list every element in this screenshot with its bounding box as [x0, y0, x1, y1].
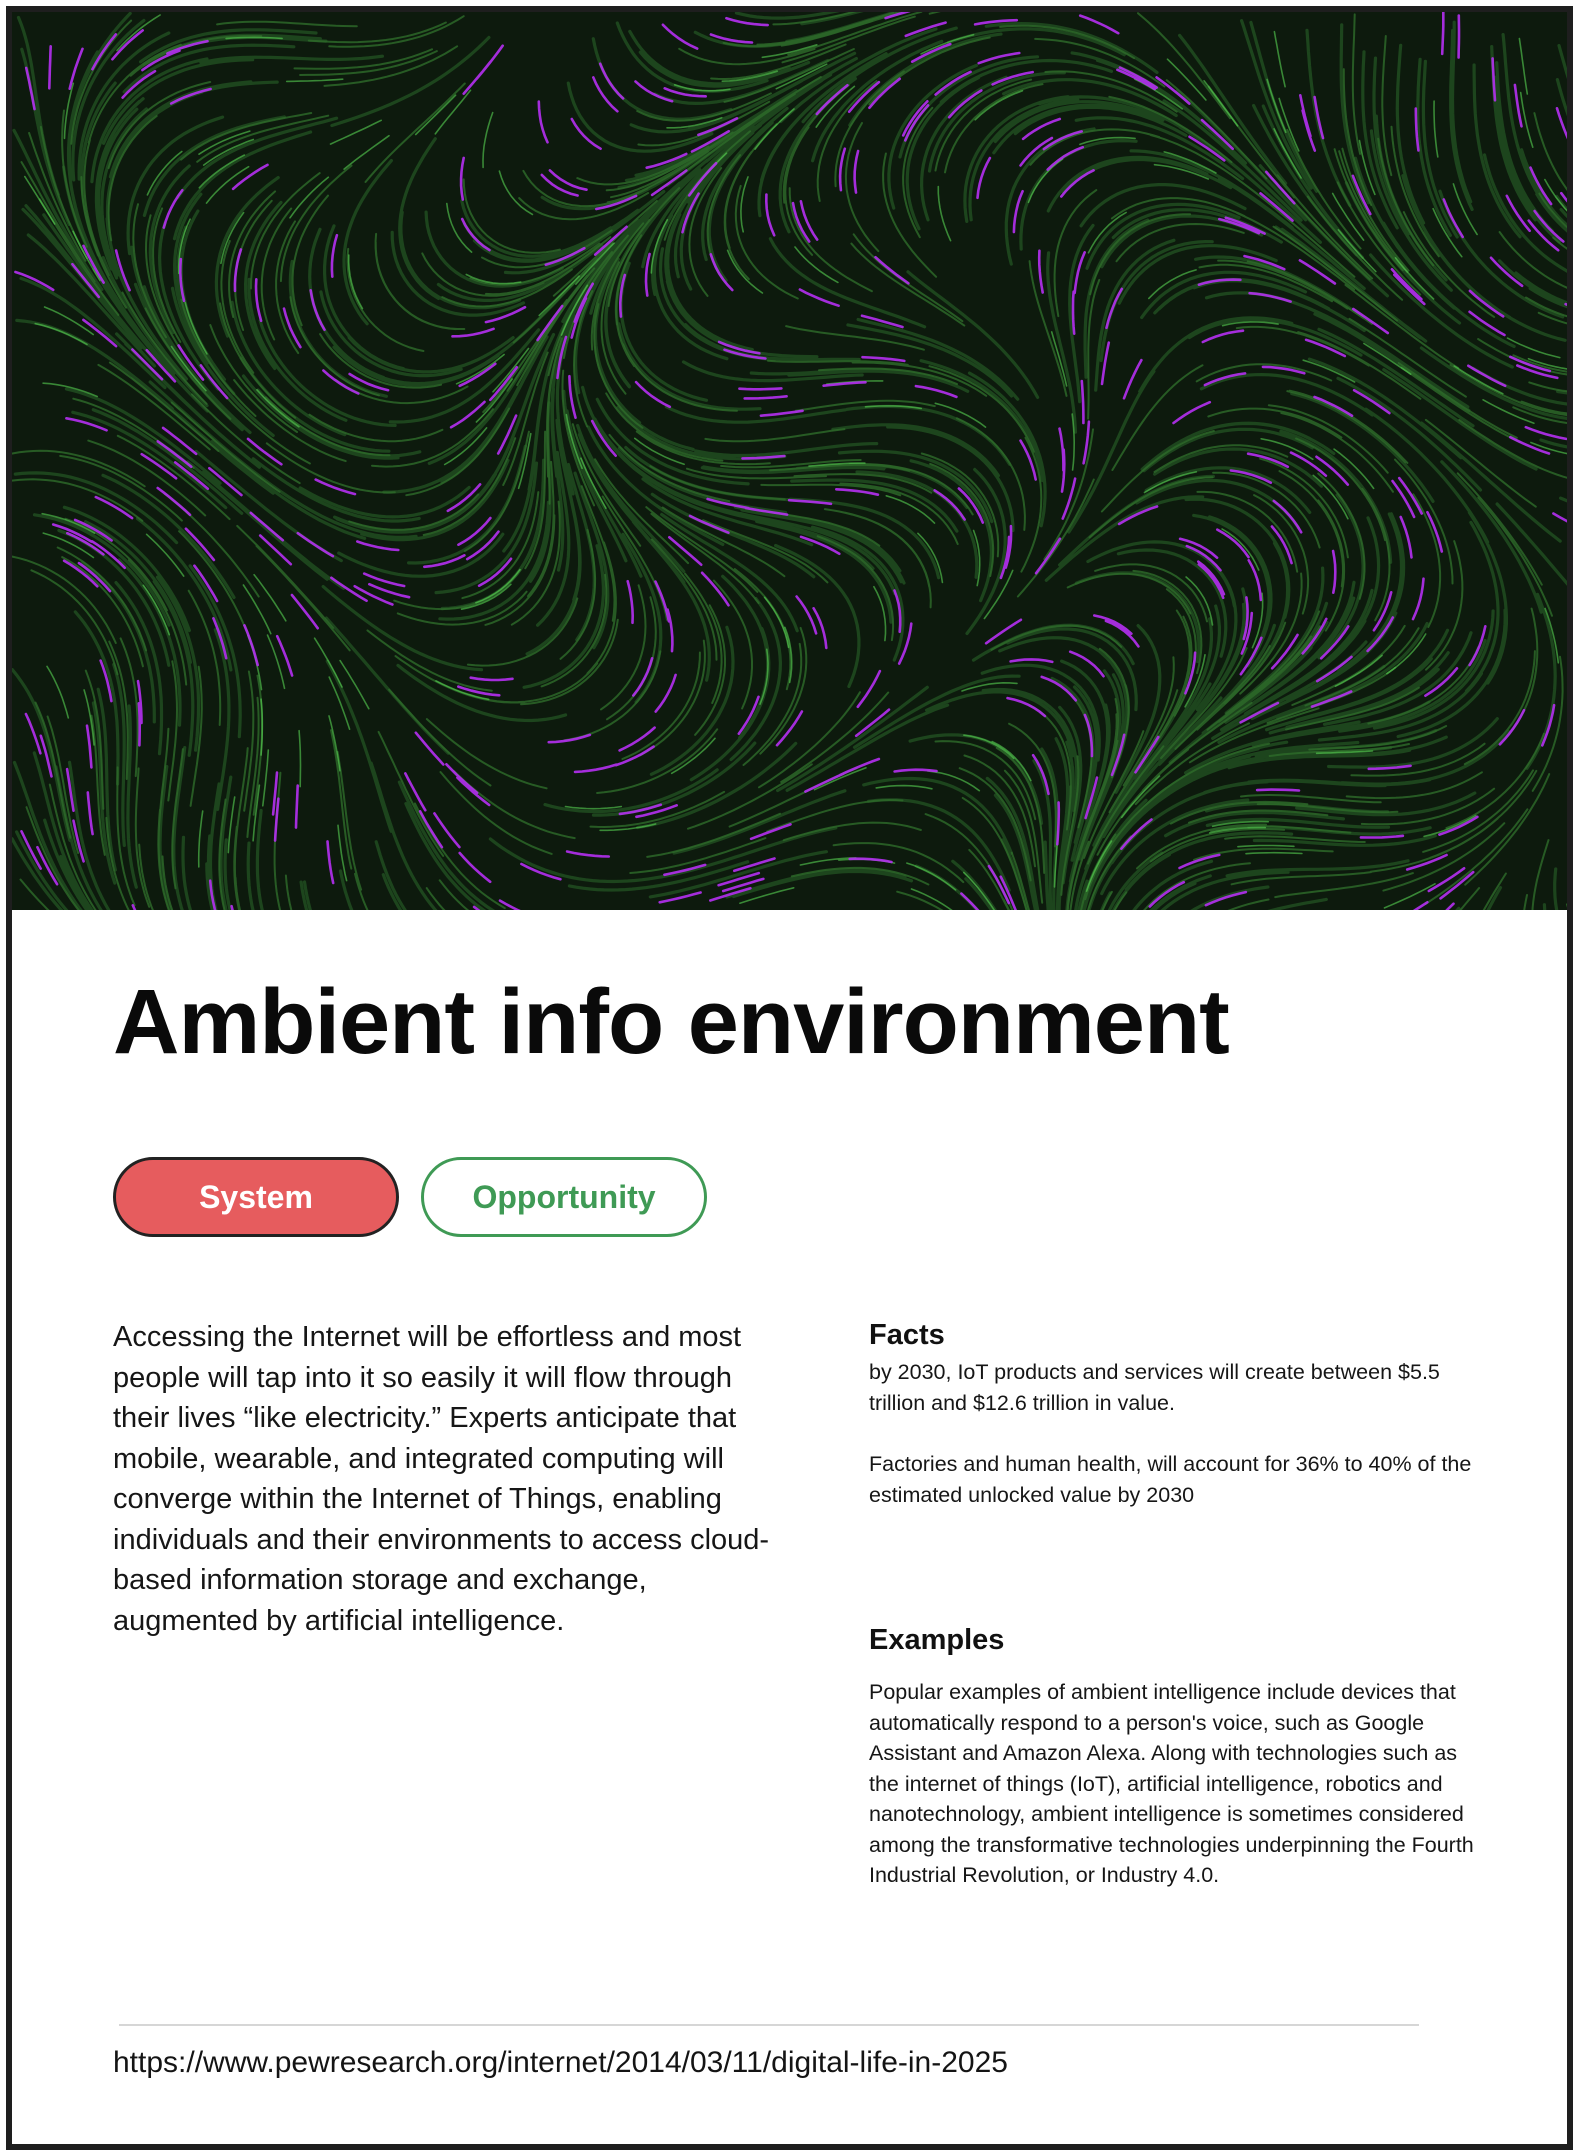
- source-link[interactable]: https://www.pewresearch.org/internet/2014/03/11/digital-life-in-2025: [113, 2046, 1008, 2079]
- poster-card: [6, 6, 1573, 2150]
- tag-system[interactable]: System: [113, 1157, 399, 1237]
- flow-field-artwork: [12, 12, 1567, 910]
- examples-heading: Examples: [869, 1624, 1005, 1656]
- facts-heading: Facts: [869, 1319, 945, 1351]
- page-title: Ambient info environment: [113, 971, 1229, 1073]
- tag-opportunity[interactable]: Opportunity: [421, 1157, 707, 1237]
- examples-text: Popular examples of ambient intelligence include devices that automatically respond to a person's voice, such as Google Assistant and Amazon Alexa. Along with technologies such as the internet of things (IoT), artificial intelligence, robotics and nanotechnology, ambient intelligence is sometimes considered among the transformative technologies underpinning the Fourth Industrial Revolution, or Industry 4.0.: [869, 1680, 1474, 1887]
- footer-divider: [119, 2024, 1419, 2026]
- hero-image: [12, 12, 1567, 910]
- description-text: Accessing the Internet will be effortless and most people will tap into it so easily it will flow through their lives “like electricity.” Experts anticipate that mobile, wearable, and integrated computing will converge within the Internet of Things, enabling individuals and their environments to access cloud-based information storage and exchange, augmented by artificial intelligence.: [113, 1321, 770, 1637]
- fact-item: by 2030, IoT products and services will create between $5.5 trillion and $12.6 trillion in value.: [869, 1360, 1440, 1415]
- tag-list: [113, 1157, 707, 1237]
- fact-item: Factories and human health, will account for 36% to 40% of the estimated unlocked value by 2030: [869, 1452, 1472, 1507]
